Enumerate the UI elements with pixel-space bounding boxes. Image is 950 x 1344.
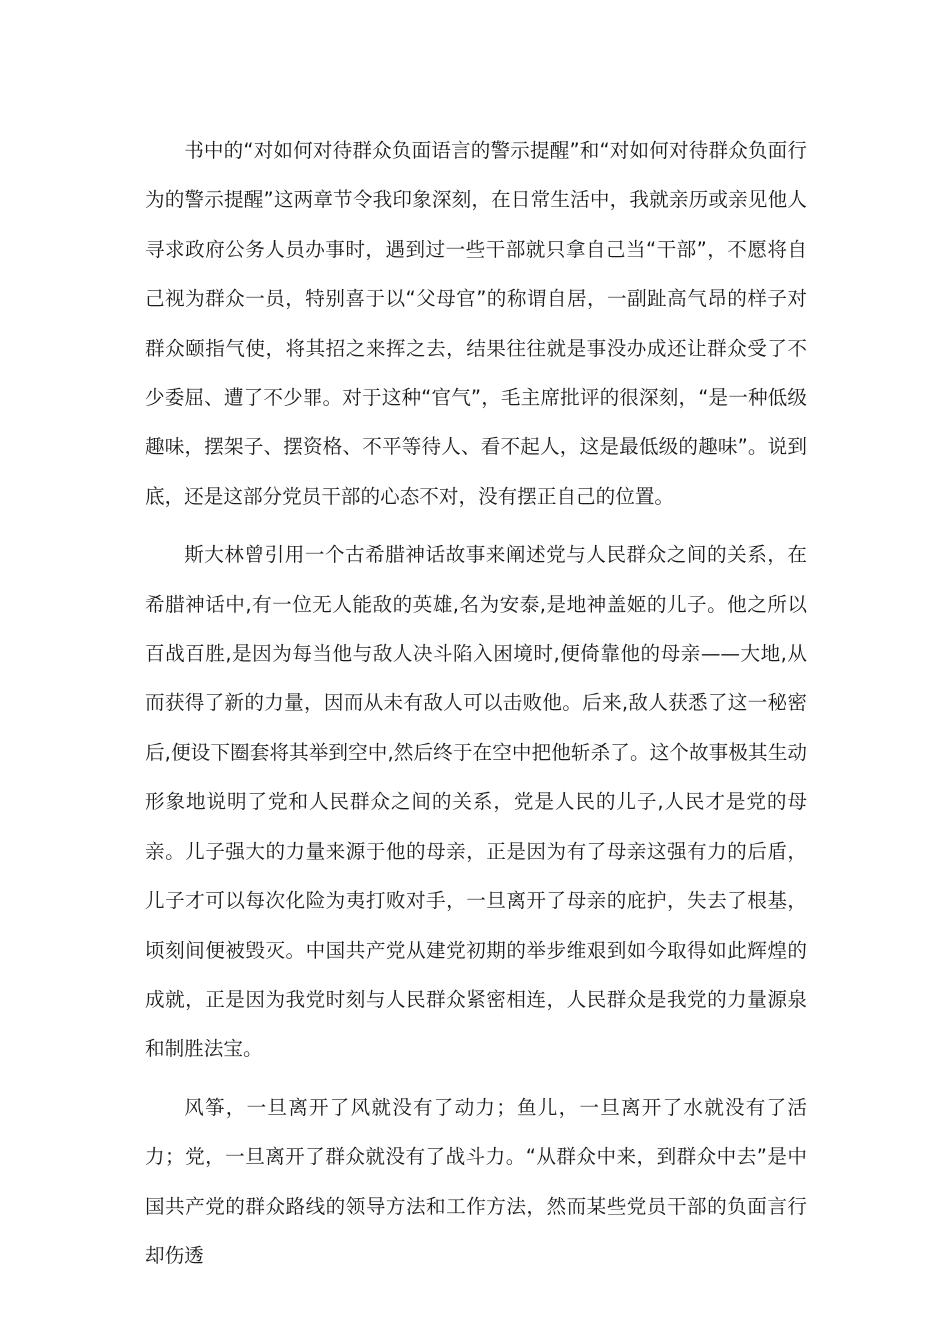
document-body — [145, 126, 807, 1280]
paragraph-2: 斯大林曾引用一个古希腊神话故事来阐述党与人民群众之间的关系，在希腊神话中,有一位无人能敌的英雄,名为安泰,是地神盖姬的儿子。他之所以百战百胜,是因为每当他与敌人决斗陷入困境时,便倚靠他的母亲——大地,从而获得了新的力量，因而从未有敌人可以击败他。后来,敌人获悉了这一秘密后,便设下圈套将其举到空中,然后终于在空中把他斩杀了。这个故事极其生动形象地说明了党和人民群众之间的关系，党是人民的儿子,人民才是党的母亲。儿子强大的力量来源于他的母亲，正是因为有了母亲这强有力的后盾，儿子才可以每次化险为夷打败对手，一旦离开了母亲的庇护，失去了根基，顷刻间便被毁灭。中国共产党从建党初期的举步维艰到如今取得如此辉煌的成就，正是因为我党时刻与人民群众紧密相连，人民群众是我党的力量源泉和制胜法宝。 — [145, 543, 807, 1061]
paragraph-1: 书中的“对如何对待群众负面语言的警示提醒”和“对如何对待群众负面行为的警示提醒”这两章节令我印象深刻，在日常生活中，我就亲历或亲见他人寻求政府公务人员办事时，遇到过一些干部就只拿自己当“干部”，不愿将自己视为群众一员，特别喜于以“父母官”的称谓自居，一副趾高气昂的样子对群众颐指气使，将其招之来挥之去，结果往往就是事没办成还让群众受了不少委屈、遭了不少罪。对于这种“官气”，毛主席批评的很深刻，“是一种低级趣味，摆架子、摆资格、不平等待人、看不起人，这是最低级的趣味”。说到底，还是这部分党员干部的心态不对，没有摆正自己的位置。 — [145, 139, 807, 508]
paragraph-3: 风筝，一旦离开了风就没有了动力；鱼儿，一旦离开了水就没有了活力；党，一旦离开了群众就没有了战斗力。“从群众中来，到群众中去”是中国共产党的群众路线的领导方法和工作方法，然而某些党员干部的负面言行却伤透 — [145, 1095, 807, 1267]
